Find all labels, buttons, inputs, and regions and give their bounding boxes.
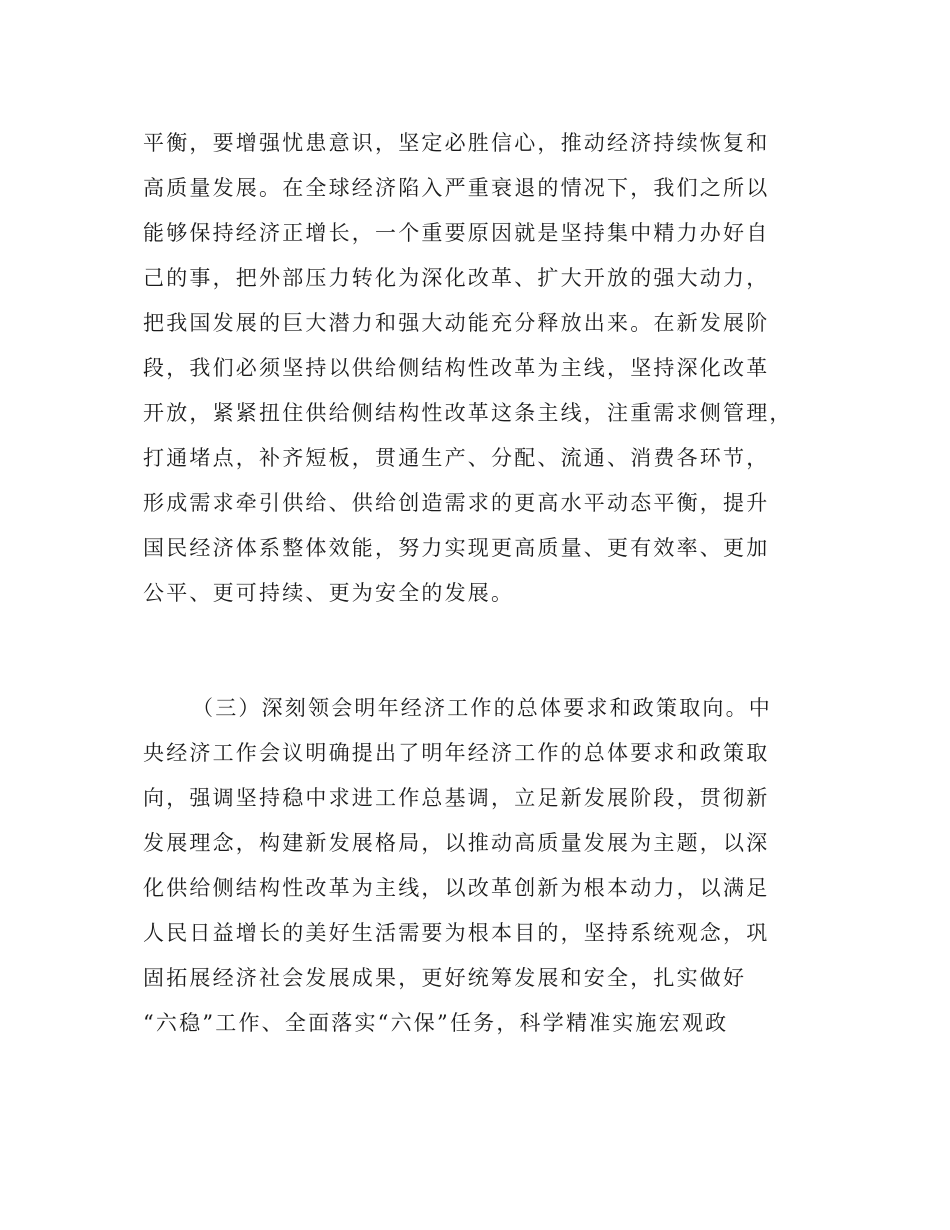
paragraph-1	[143, 121, 823, 616]
paragraph-line: 形成需求牵引供给、供给创造需求的更高水平动态平衡，提升	[143, 491, 770, 515]
paragraph-line: 能够保持经济正增长，一个重要原因就是坚持集中精力办好自	[143, 221, 770, 245]
paragraph-line: 开放，紧紧扭住供给侧结构性改革这条主线，注重需求侧管理，	[143, 401, 793, 425]
paragraph-line: 向，强调坚持稳中求进工作总基调，立足新发展阶段，贯彻新	[143, 786, 770, 810]
paragraph-line: 段，我们必须坚持以供给侧结构性改革为主线，坚持深化改革	[143, 356, 770, 380]
paragraph-line: 把我国发展的巨大潜力和强大动能充分释放出来。在新发展阶	[143, 311, 770, 335]
paragraph-line: “六稳”工作、全面落实“六保”任务，科学精准实施宏观政	[143, 1011, 729, 1035]
paragraph-line: 人民日益增长的美好生活需要为根本目的，坚持系统观念，巩	[143, 921, 770, 945]
paragraph-line: 发展理念，构建新发展格局，以推动高质量发展为主题，以深	[143, 831, 770, 855]
paragraph-line: 打通堵点，补齐短板，贯通生产、分配、流通、消费各环节，	[143, 446, 770, 470]
paragraph-line: 固拓展经济社会发展成果，更好统筹发展和安全，扎实做好	[143, 966, 747, 990]
paragraph-line: 化供给侧结构性改革为主线，以改革创新为根本动力，以满足	[143, 876, 770, 900]
paragraph-line: （三）深刻领会明年经济工作的总体要求和政策取向。中	[192, 696, 772, 720]
paragraph-line: 高质量发展。在全球经济陷入严重衰退的情况下，我们之所以	[143, 176, 770, 200]
paragraph-line: 国民经济体系整体效能，努力实现更高质量、更有效率、更加	[143, 536, 770, 560]
paragraph-line: 央经济工作会议明确提出了明年经济工作的总体要求和政策取	[143, 741, 770, 765]
paragraph-line: 平衡，要增强忧患意识，坚定必胜信心，推动经济持续恢复和	[143, 131, 770, 155]
paragraph-line: 己的事，把外部压力转化为深化改革、扩大开放的强大动力，	[143, 266, 770, 290]
paragraph-line: 公平、更可持续、更为安全的发展。	[143, 581, 515, 605]
paragraph-2	[143, 686, 823, 1046]
